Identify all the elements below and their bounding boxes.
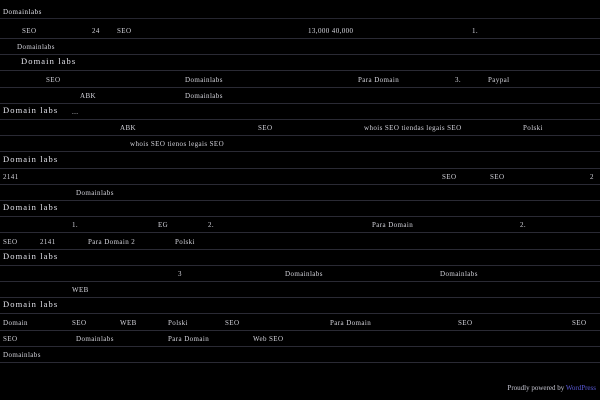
row-10 (0, 172, 600, 186)
row-17-cell-0[interactable]: WEB (72, 286, 89, 295)
row-5-cell-0[interactable]: ABK (80, 91, 96, 100)
row-13-cell-3[interactable]: Para Domain (372, 221, 414, 230)
row-14-cell-3[interactable]: Polski (175, 237, 195, 246)
row-1-cell-0[interactable]: SEO (22, 27, 37, 35)
row-1 (0, 26, 600, 40)
row-17 (0, 285, 600, 299)
row-18-heading (0, 301, 600, 315)
row-1-cell-4[interactable]: 1. (472, 27, 479, 35)
row-11-cell-0[interactable]: Domainlabs (76, 189, 114, 197)
row-21-cell-0[interactable]: Domainlabs (3, 351, 41, 359)
top-divider (0, 18, 600, 19)
row-7 (0, 123, 600, 137)
row-16 (0, 269, 600, 283)
row-9-heading-cell-0[interactable]: Domain labs (3, 153, 59, 164)
row-1-cell-2[interactable]: SEO (117, 27, 132, 35)
row-19-cell-5[interactable]: Para Domain (330, 318, 372, 327)
row-19-cell-0[interactable]: Domain (3, 318, 28, 327)
row-19-cell-6[interactable]: SEO (458, 318, 473, 327)
row-8 (0, 139, 600, 153)
row-19-cell-2[interactable]: WEB (120, 318, 137, 327)
row-7-cell-0[interactable]: ABK (120, 124, 136, 133)
row-2-cell-0[interactable]: Domainlabs (17, 43, 55, 52)
row-11 (0, 188, 600, 202)
row-3-heading (0, 58, 600, 72)
row-9-heading (0, 153, 600, 170)
row-20-cell-2[interactable]: Para Domain (168, 334, 210, 343)
row-14-cell-1[interactable]: 2141 (40, 237, 56, 246)
row-20-cell-3[interactable]: Web SEO (253, 334, 284, 343)
row-10-cell-1[interactable]: SEO (442, 172, 457, 181)
row-14-cell-2[interactable]: Para Domain 2 (88, 237, 136, 246)
row-19-cell-1[interactable]: SEO (72, 318, 87, 327)
footer-prefix: Proudly powered by (507, 384, 566, 392)
row-21 (0, 350, 600, 364)
row-16-cell-2[interactable]: Domainlabs (440, 270, 478, 278)
row-16-cell-0[interactable]: 3 (178, 270, 182, 278)
row-5-cell-1[interactable]: Domainlabs (185, 91, 223, 100)
row-16-cell-1[interactable]: Domainlabs (285, 270, 323, 278)
row-20 (0, 334, 600, 348)
row-1-cell-3[interactable]: 13,000 40,000 (308, 27, 354, 35)
row-10-cell-2[interactable]: SEO (490, 172, 505, 181)
row-14 (0, 237, 600, 251)
wordpress-link[interactable]: WordPress (565, 384, 596, 392)
row-13-cell-0[interactable]: 1. (72, 221, 79, 230)
row-12-heading (0, 204, 600, 218)
row-20-cell-0[interactable]: SEO (3, 334, 18, 343)
row-2 (0, 42, 600, 56)
row-4-cell-2[interactable]: Para Domain (358, 75, 400, 84)
row-19 (0, 318, 600, 332)
row-5 (0, 91, 600, 105)
row-12-heading-cell-0[interactable]: Domain labs (3, 202, 59, 213)
row-4-cell-3[interactable]: 3. (455, 75, 462, 84)
row-14-cell-0[interactable]: SEO (3, 237, 18, 246)
site-footer (507, 384, 596, 392)
row-7-cell-2[interactable]: whois SEO tiendas legais SEO (364, 124, 462, 133)
row-4-cell-0[interactable]: SEO (46, 75, 61, 84)
row-13-cell-1[interactable]: EG (158, 221, 169, 230)
row-13-cell-2[interactable]: 2. (208, 221, 215, 230)
row-6-heading-cell-1[interactable]: ... (72, 108, 79, 116)
row-20-cell-1[interactable]: Domainlabs (76, 334, 114, 343)
row-7-cell-3[interactable]: Polski (523, 124, 543, 133)
row-19-cell-7[interactable]: SEO (572, 318, 587, 327)
row-19-cell-3[interactable]: Polski (168, 318, 188, 327)
row-8-cell-0[interactable]: whois SEO tienos legais SEO (130, 140, 225, 149)
row-19-cell-4[interactable]: SEO (225, 318, 240, 327)
row-13-cell-4[interactable]: 2. (520, 221, 527, 230)
row-6-heading (0, 107, 600, 121)
row-4 (0, 75, 600, 89)
row-4-cell-4[interactable]: Paypal (488, 75, 510, 84)
row-15-heading (0, 250, 600, 267)
row-1-cell-1[interactable]: 24 (92, 27, 100, 35)
row-6-heading-cell-0[interactable]: Domain labs (3, 105, 59, 115)
row-10-cell-0[interactable]: 2141 (3, 172, 19, 181)
row-7-cell-1[interactable]: SEO (258, 124, 273, 133)
top-label: Domainlabs (3, 8, 42, 16)
row-15-heading-cell-0[interactable]: Domain labs (3, 250, 59, 261)
row-13 (0, 220, 600, 234)
row-18-heading-cell-0[interactable]: Domain labs (3, 299, 59, 310)
row-4-cell-1[interactable]: Domainlabs (185, 75, 223, 84)
row-3-heading-cell-0[interactable]: Domain labs (21, 56, 77, 67)
row-10-cell-3[interactable]: 2 (590, 172, 594, 181)
